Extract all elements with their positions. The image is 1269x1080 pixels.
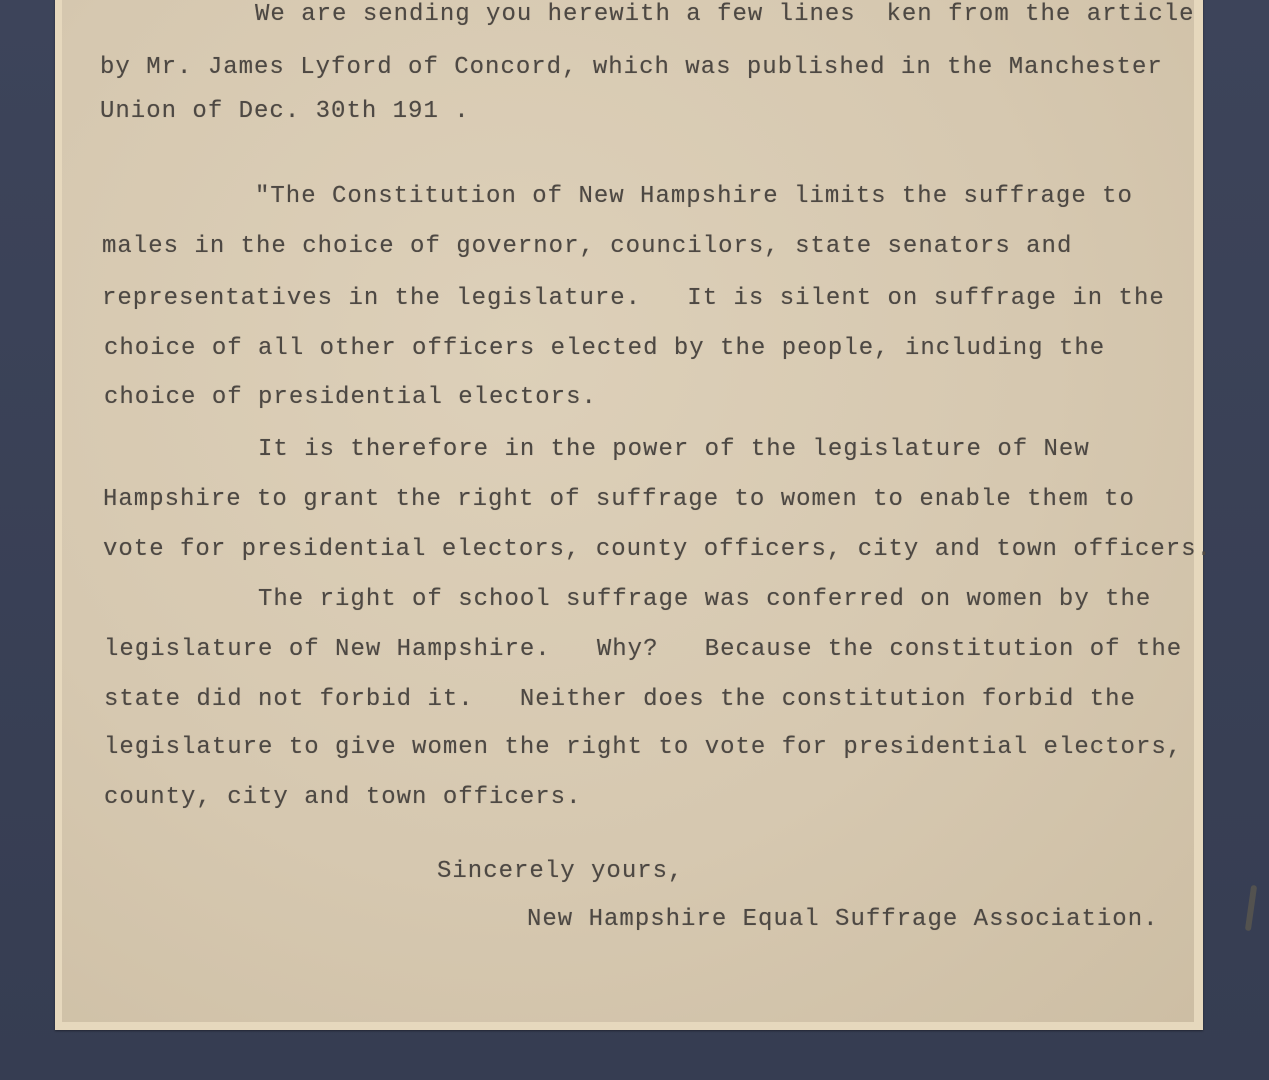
closing: Sincerely yours, xyxy=(437,858,684,885)
intro-line: by Mr. James Lyford of Concord, which was published in the Manchester xyxy=(100,54,1163,81)
quote-line: The right of school suffrage was conferred on women by the xyxy=(258,586,1152,613)
quote-line: legislature to give women the right to vote for presidential electors, xyxy=(104,734,1183,761)
quote-line: It is therefore in the power of the legislature of New xyxy=(258,436,1090,463)
quote-line: "The Constitution of New Hampshire limits the suffrage to xyxy=(255,183,1133,210)
intro-line: We are sending you herewith a few lines ken from the article xyxy=(255,1,1195,28)
quote-line: representatives in the legislature. It is silent on suffrage in the xyxy=(102,285,1165,312)
intro-line: Union of Dec. 30th 191 . xyxy=(100,98,470,125)
quote-line: vote for presidential electors, county officers, city and town officers. xyxy=(103,536,1212,563)
quote-line: state did not forbid it. Neither does the constitution forbid the xyxy=(104,686,1136,713)
quote-line: choice of presidential electors. xyxy=(104,384,597,411)
quote-line: county, city and town officers. xyxy=(104,784,582,811)
signature: New Hampshire Equal Suffrage Association. xyxy=(527,906,1159,933)
quote-line: males in the choice of governor, councilors, state senators and xyxy=(102,233,1073,260)
quote-line: legislature of New Hampshire. Why? Because the constitution of the xyxy=(104,636,1183,663)
quote-line: choice of all other officers elected by the people, including the xyxy=(104,335,1106,362)
quote-line: Hampshire to grant the right of suffrage to women to enable them to xyxy=(103,486,1135,513)
